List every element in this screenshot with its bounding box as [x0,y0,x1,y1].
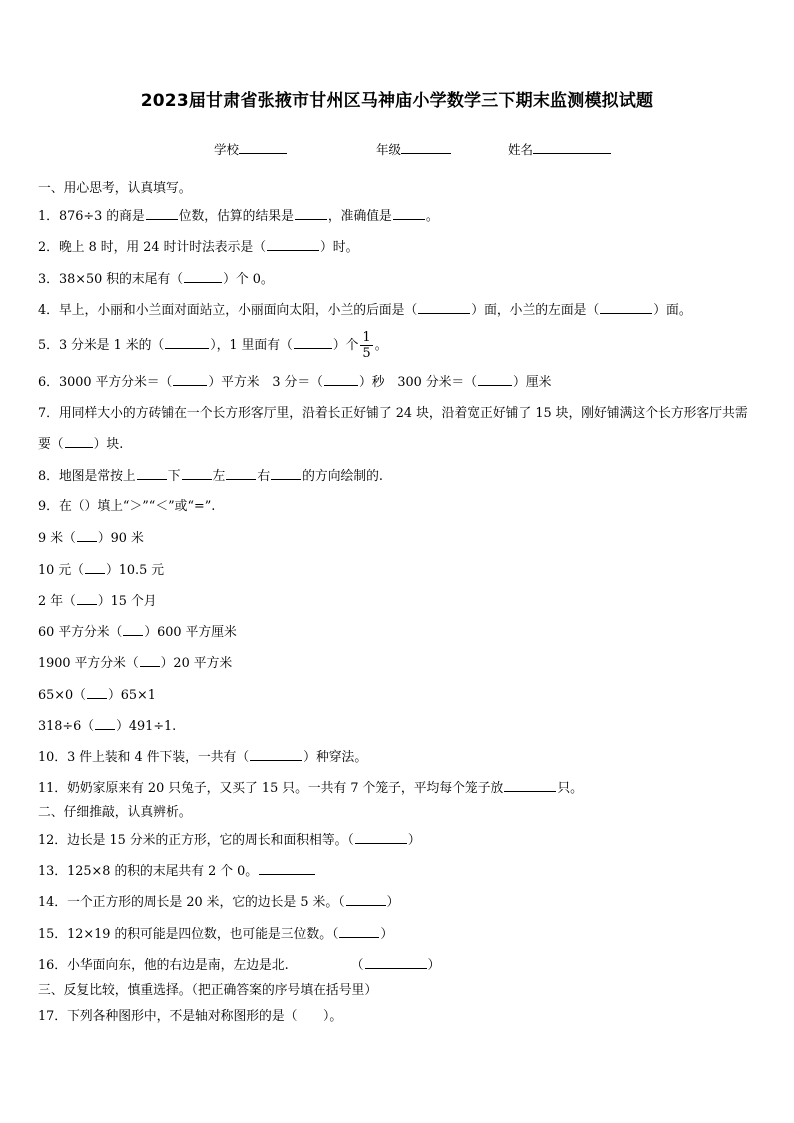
question-10 [38,748,758,767]
name-label: 姓名 [508,142,534,157]
q7-blank[interactable] [65,435,93,448]
q11-text-b: 只。 [557,781,583,796]
question-6 [38,373,758,392]
q5-text-a: 5．3 分米是 1 米的（ [38,338,165,353]
question-12 [38,831,758,850]
q10-text-a: 10．3 件上装和 4 件下装，一共有（ [38,750,250,765]
name-blank[interactable] [533,140,611,154]
q9-item-7-left: 318÷6（ [38,719,95,734]
q8-text-b: 下 [167,469,181,484]
question-13 [38,862,758,881]
q9-item-1-blank[interactable] [77,529,97,542]
q7-text-b: ）块. [93,437,124,452]
q16-text-a: 16．小华面向东，他的右边是南，左边是北. [38,958,289,973]
q7-text-a: 7．用同样大小的方砖铺在一个长方形客厅里，沿着长正好铺了 24 块，沿着宽正好铺了 15 块，刚好铺满这个长方形客厅共需要（ [38,406,748,452]
q9-item-5 [38,654,758,673]
q1-blank-3[interactable] [393,207,425,220]
question-2 [38,238,758,257]
q11-text-a: 11．奶奶家原来有 20 只兔子，又买了 15 只。一共有 7 个笼子，平均每个笼子放 [38,781,504,796]
q12-text-b: ） [407,833,421,848]
q1-blank-1[interactable] [146,207,178,220]
q5-text-d: 。 [374,338,388,353]
q6-blank-1[interactable] [173,373,207,386]
q3-blank[interactable] [184,270,222,283]
q6-blank-3[interactable] [478,373,512,386]
q5-fraction-denominator: 5 [362,346,371,361]
section-3-heading: 三、反复比较，慎重选择。（把正确答案的序号填在括号里） [38,983,378,998]
question-4 [38,301,758,320]
q8-text-e: 的方向绘制的. [302,469,383,484]
q11-blank[interactable] [504,779,556,792]
q15-text-b: ） [380,927,394,942]
q9-item-1-left: 9 米（ [38,531,76,546]
school-blank[interactable] [239,140,287,154]
section-1-heading: 一、用心思考，认真填写。 [38,181,192,196]
q9-item-7-right: ）491÷1. [116,719,177,734]
q8-blank-4[interactable] [271,467,301,480]
q8-blank-1[interactable] [137,467,167,480]
q9-item-2 [38,561,758,580]
q9-item-7 [38,717,758,736]
q1-blank-2[interactable] [295,207,327,220]
q9-item-2-left: 10 元（ [38,563,84,578]
q9-item-4 [38,623,758,642]
question-17: 17．下列各种图形中，不是轴对称图形的是（ ）。 [38,1009,343,1024]
q12-text-a: 12．边长是 15 分米的正方形，它的周长和面积相等。（ [38,833,354,848]
question-8 [38,467,758,486]
student-info-row [0,140,794,160]
q8-text-a: 8．地图是常按上 [38,469,136,484]
q9-item-5-left: 1900 平方分米（ [38,656,139,671]
question-14 [38,893,758,912]
q4-blank-2[interactable] [600,301,652,314]
q9-item-2-right: ）10.5 元 [105,563,165,578]
question-9: 9．在（）填上“＞”“＜”或“=”. [38,499,216,514]
q9-item-6-left: 65×0（ [38,688,86,703]
section-2-heading: 二、仔细推敲，认真辨析。 [38,805,192,820]
q9-item-3 [38,592,758,611]
q6-text-c: ）秒 300 分米＝（ [358,375,478,390]
q10-text-b: ）种穿法。 [303,750,368,765]
q16-paren-open: （ [350,958,364,973]
q5-fraction-numerator: 1 [362,330,371,345]
q6-text-a: 6．3000 平方分米＝（ [38,375,173,390]
q9-item-4-right: ）600 平方厘米 [144,625,237,640]
q4-text-b: ）面，小兰的左面是（ [471,303,600,318]
q1-text-c: ，准确值是 [327,209,392,224]
q9-item-1 [38,529,758,548]
q4-text-c: ）面。 [653,303,692,318]
q16-blank[interactable] [365,956,427,969]
q9-item-5-right: ）20 平方米 [160,656,233,671]
q4-text-a: 4．早上，小丽和小兰面对面站立，小丽面向太阳，小兰的后面是（ [38,303,418,318]
q9-item-6 [38,686,758,705]
q13-blank[interactable] [259,862,315,875]
question-11 [38,779,758,798]
q15-blank[interactable] [339,925,379,938]
q2-blank[interactable] [267,238,319,251]
q6-blank-2[interactable] [324,373,358,386]
q9-item-7-blank[interactable] [95,717,115,730]
q9-item-4-left: 60 平方分米（ [38,625,123,640]
q9-item-5-blank[interactable] [140,654,160,667]
name-field [508,140,611,158]
school-label: 学校 [214,142,240,157]
grade-blank[interactable] [401,140,451,154]
q13-text: 13．125×8 的积的末尾共有 2 个 0。 [38,864,259,879]
question-15 [38,925,758,944]
q3-text-b: ）个 0。 [223,272,274,287]
q14-text-b: ） [386,895,400,910]
q5-text-b: ），1 里面有（ [210,338,293,353]
q2-text-b: ）时。 [320,240,359,255]
q9-item-3-blank[interactable] [77,592,97,605]
q5-text-c: ）个 [332,338,359,353]
q16-paren-close: ） [427,958,441,973]
q8-blank-2[interactable] [182,467,212,480]
q8-blank-3[interactable] [226,467,256,480]
q9-item-6-right: ）65×1 [107,688,156,703]
q6-text-b: ）平方米 3 分＝（ [208,375,323,390]
q10-blank[interactable] [250,748,302,761]
q2-text-a: 2．晚上 8 时，用 24 时计时法表示是（ [38,240,266,255]
q1-text-d: 。 [425,209,439,224]
question-16 [38,956,758,975]
q9-item-4-blank[interactable] [123,623,143,636]
grade-field [376,140,451,158]
q14-blank[interactable] [346,893,386,906]
q9-item-2-blank[interactable] [85,561,105,574]
q3-text-a: 3．38×50 积的末尾有（ [38,272,184,287]
q9-item-1-right: ）90 米 [97,531,144,546]
q6-text-d: ）厘米 [513,375,552,390]
q8-text-d: 右 [257,469,271,484]
q9-item-6-blank[interactable] [87,686,107,699]
q12-blank[interactable] [355,831,407,844]
school-field [214,140,287,158]
q14-text-a: 14．一个正方形的周长是 20 米，它的边长是 5 米。（ [38,895,345,910]
q5-blank-2[interactable] [294,336,332,349]
page-title: 2023届甘肃省张掖市甘州区马神庙小学数学三下期末监测模拟试题 [140,91,654,111]
q5-blank-1[interactable] [165,336,209,349]
question-5 [38,328,758,364]
q4-blank-1[interactable] [418,301,470,314]
q15-text-a: 15．12×19 的积可能是四位数，也可能是三位数。（ [38,927,339,942]
grade-label: 年级 [376,142,402,157]
question-1 [38,207,758,226]
q1-text-a: 1．876÷3 的商是 [38,209,145,224]
q5-fraction [360,330,372,361]
question-7 [38,398,758,460]
question-3 [38,270,758,289]
q1-text-b: 位数，估算的结果是 [178,209,294,224]
q9-item-3-right: ）15 个月 [97,594,157,609]
q9-item-3-left: 2 年（ [38,594,76,609]
q8-text-c: 左 [212,469,226,484]
